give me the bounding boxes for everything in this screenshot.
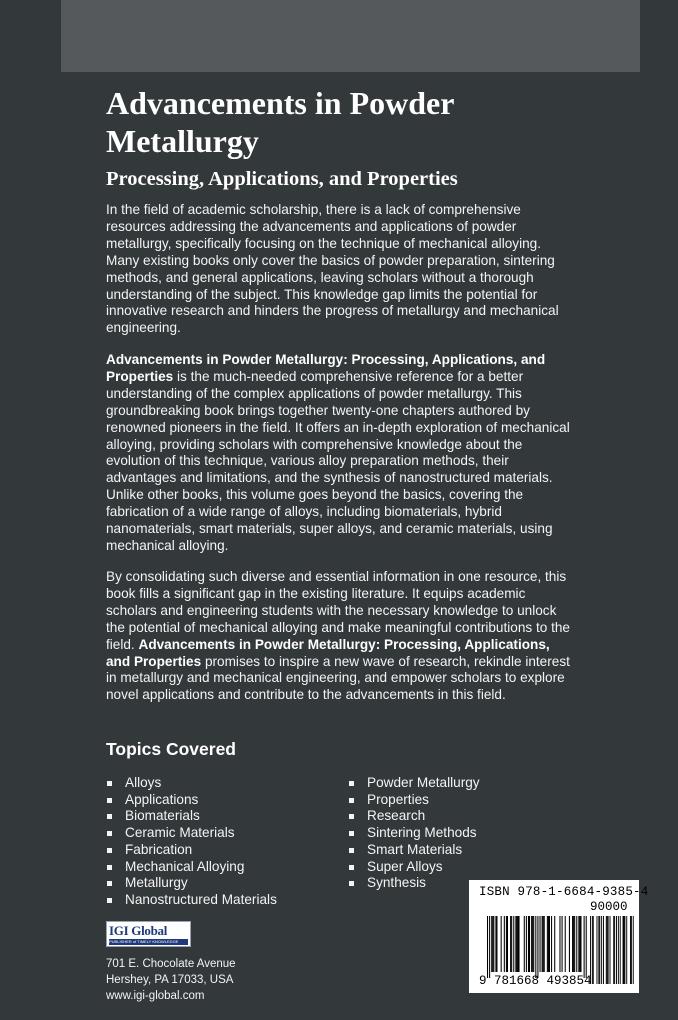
barcode-bar: [528, 916, 529, 972]
barcode-bar: [532, 916, 533, 972]
addon-bar: [606, 916, 607, 984]
topic-item: Properties: [349, 792, 480, 809]
addon-bar: [592, 916, 593, 984]
addon-bar: [626, 916, 627, 984]
barcode-bar: [511, 916, 512, 972]
addon-bar: [623, 916, 624, 984]
paragraph-2-book-title: Advancements in Powder Metallurgy: Processing, Applications, and Properties: [106, 352, 546, 384]
barcode-bar: [495, 916, 496, 972]
addon-bar: [601, 916, 602, 984]
barcode-bar: [535, 916, 536, 978]
addon-bar: [624, 916, 625, 984]
barcode-bar: [554, 916, 555, 972]
barcode-bar: [572, 916, 573, 972]
barcode-bar: [573, 916, 574, 972]
addon-bar: [599, 916, 600, 984]
topic-item: Biomaterials: [107, 808, 277, 825]
description-paragraph-3: [106, 569, 576, 704]
publisher-logo-text: IGI Global: [109, 923, 168, 938]
barcode-bar: [487, 916, 488, 978]
barcode-bar: [496, 916, 497, 972]
addon-bar: [620, 916, 621, 984]
barcode-bar: [531, 916, 532, 972]
description-paragraph-1: In the field of academic scholarship, there is a lack of comprehensive resources addressing the advancements and applications of powder metallurgy, specifically focusing on the technique of mechanical alloying. Many existing books only cover the basics of powder preparation, sintering methods, and general applications, leaving scholars without a thorough understanding of the subject. This knowledge gap limits the potential for innovative research and hinders the progress of metallurgy and mechanical engineering.: [106, 202, 559, 336]
barcode-bar: [507, 916, 508, 972]
isbn-label: ISBN 978-1-6684-9385-4: [479, 885, 649, 899]
book-subtitle: Processing, Applications, and Properties: [106, 168, 458, 190]
barcode-bar: [586, 916, 587, 978]
barcode-bar: [504, 916, 505, 972]
barcode-bar: [493, 916, 494, 972]
barcode-bar: [562, 916, 563, 972]
barcode-bar: [529, 916, 530, 972]
address-street: 701 E. Chocolate Avenue: [106, 958, 236, 970]
paragraph-2-text: is the much-needed comprehensive reference for a better understanding of the complex applications of powder metallurgy. This groundbreaking book brings together twenty-one chapters authored by renowned pioneers in the field. It offers an in-depth exploration of mechanical alloying, providing scholars with comprehensive knowledge about the evolution of this technique, various alloy preparation methods, their advantages and limitations, and the synthesis of nanostructured materials. Unlike other books, this volume goes beyond the basics, covering the fabrication of a wide range of alloys, including biomaterials, hybrid nanomaterials, smart materials, super alloys, and ceramic materials, using mechanical alloying.: [106, 368, 570, 553]
publisher-logo: [106, 921, 191, 947]
topic-item: Alloys: [107, 775, 277, 792]
barcode-bar: [542, 916, 543, 972]
barcode-bar: [569, 916, 570, 972]
addon-bar: [608, 916, 609, 984]
barcode-bar: [515, 916, 516, 972]
topic-item: Super Alloys: [349, 859, 480, 876]
barcode-bar: [548, 916, 549, 972]
addon-bar: [593, 916, 594, 984]
topic-item: Sintering Methods: [349, 825, 480, 842]
description-paragraph-2: [106, 352, 576, 555]
barcode-bar: [516, 916, 517, 972]
addon-bar: [597, 916, 598, 984]
topics-heading: Topics Covered: [106, 739, 236, 759]
paragraph-3-text-start: By consolidating such diverse and essential information in one resource, this book fills a significant gap in the existing literature. It equips academic scholars and engineering students with the necessary knowledge to unlock the potential of mechanical alloying and make meaningful contributions to the field.: [106, 569, 570, 652]
publisher-logo-tagline: PUBLISHER of TIMELY KNOWLEDGE: [109, 939, 188, 945]
addon-bar: [630, 916, 631, 984]
barcode-bar: [565, 916, 566, 972]
barcode-bar: [574, 916, 575, 972]
barcode-bar: [543, 916, 544, 972]
addon-bar: [603, 916, 604, 984]
topic-item: Research: [349, 808, 480, 825]
barcode-bar: [580, 916, 581, 972]
barcode-bar: [540, 916, 541, 972]
barcode-bar: [544, 916, 545, 972]
paragraph-3-book-title: Advancements in Powder Metallurgy: Processing, Applications, and Properties: [106, 636, 550, 669]
barcode-bar: [537, 916, 538, 978]
addon-bar: [610, 916, 611, 984]
isbn-barcode-box: [469, 880, 649, 993]
barcode-bar: [533, 916, 534, 972]
barcode-bar: [578, 916, 579, 972]
barcode-bar: [576, 916, 577, 972]
barcode-bar: [519, 916, 520, 972]
addon-bar: [616, 916, 617, 984]
barcode-bar: [547, 916, 548, 972]
barcode-bar: [524, 916, 525, 972]
barcode-bar: [510, 916, 511, 972]
topic-item: Smart Materials: [349, 842, 480, 859]
barcode-bar: [579, 916, 580, 972]
topic-item: Powder Metallurgy: [349, 775, 480, 792]
topic-item: Mechanical Alloying: [107, 859, 277, 876]
barcode-bar: [549, 916, 550, 972]
addon-bar: [631, 916, 632, 984]
barcode-bar: [517, 916, 518, 972]
top-color-band: [61, 0, 640, 72]
price-code: 90000: [590, 900, 628, 914]
paragraph-3-text-end: promises to inspire a new wave of research, rekindle interest in metallurgy and mechanical engineering, and empower scholars to explore novel applications and contribute to the advancements in this field.: [106, 653, 570, 703]
topic-item: Applications: [107, 792, 277, 809]
topic-item: Fabrication: [107, 842, 277, 859]
barcode-bar: [526, 916, 527, 972]
barcode-bar: [506, 916, 507, 972]
addon-bar: [618, 916, 619, 984]
topics-list-left: [107, 775, 277, 909]
barcode-bar: [501, 916, 502, 972]
barcode-bar: [491, 916, 492, 972]
addon-bar: [623, 916, 624, 984]
barcode-bar: [489, 916, 490, 978]
topics-list-right: [349, 775, 480, 892]
address-city: Hershey, PA 17033, USA: [106, 974, 234, 986]
topic-item: Metallurgy: [107, 875, 277, 892]
addon-bar: [614, 916, 615, 984]
topic-item: Synthesis: [349, 875, 480, 892]
barcode-bar: [551, 916, 552, 972]
barcode-bar: [559, 916, 560, 972]
barcode-bar: [492, 916, 493, 972]
barcode-bar: [584, 916, 585, 978]
addon-bar: [607, 916, 608, 984]
addon-bar: [633, 916, 634, 984]
publisher-website: www.igi-global.com: [106, 990, 205, 1002]
addon-bar: [598, 916, 599, 984]
barcode-digits: 9 781668 493854: [479, 974, 592, 988]
barcode-bar: [513, 916, 514, 972]
addon-bar: [613, 916, 614, 984]
publisher-address: [106, 956, 236, 1004]
topic-item: Ceramic Materials: [107, 825, 277, 842]
book-title: Advancements in Powder Metallurgy: [106, 85, 454, 159]
topic-item: Nanostructured Materials: [107, 892, 277, 909]
